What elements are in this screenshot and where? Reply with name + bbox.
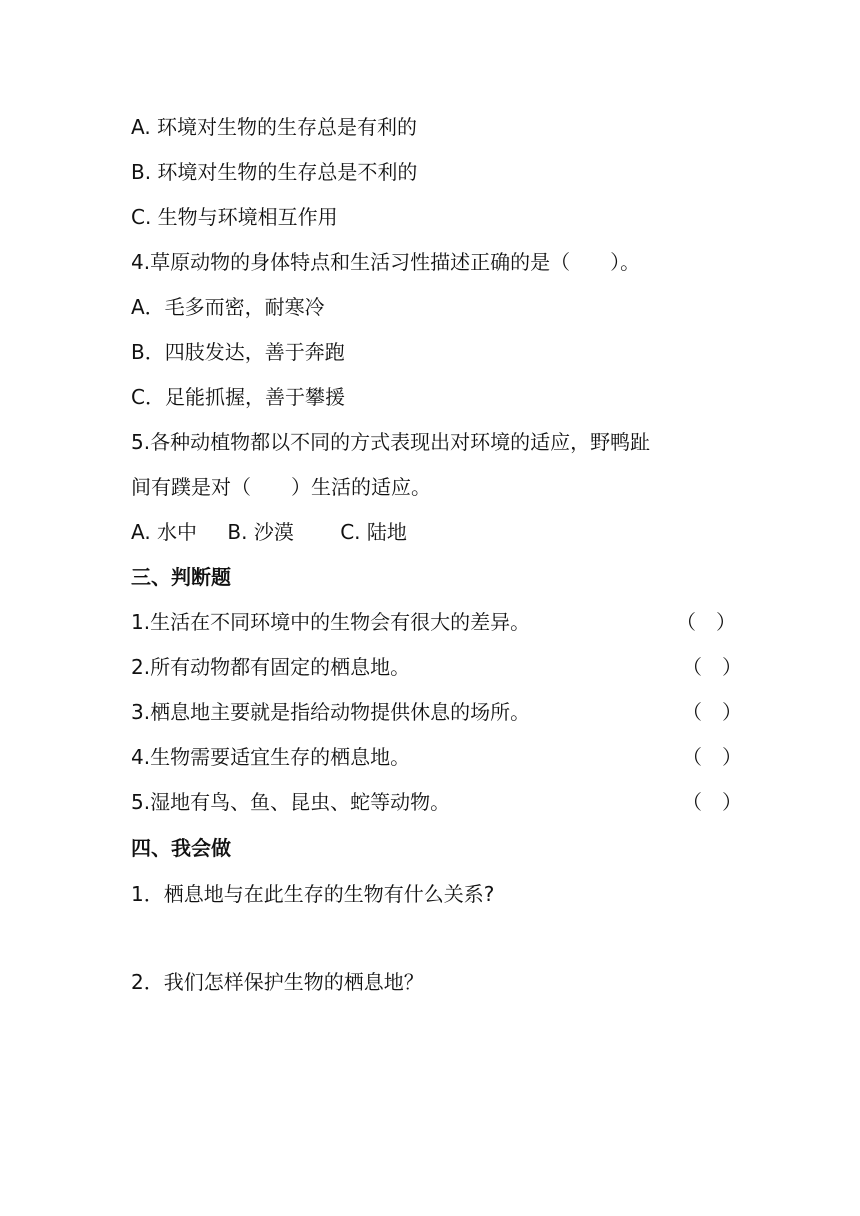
q4-option-a: A．毛多而密，耐寒冷 <box>131 295 325 319</box>
section4-question-1: 1．栖息地与在此生存的生物有什么关系? <box>131 882 495 906</box>
tf-item-2-blank[interactable]: （ ） <box>682 655 742 679</box>
tf-item-4-text: 4.生物需要适宜生存的栖息地。 <box>131 745 411 769</box>
q3-option-c: C. 生物与环境相互作用 <box>131 205 338 229</box>
tf-item-1-blank[interactable]: （ ） <box>676 610 736 634</box>
tf-item-3-blank[interactable]: （ ） <box>682 700 742 724</box>
tf-item-5-text: 5.湿地有鸟、鱼、昆虫、蛇等动物。 <box>131 790 451 814</box>
section4-heading: 四、我会做 <box>131 836 231 860</box>
q5-stem-line1: 5.各种动植物都以不同的方式表现出对环境的适应，野鸭趾 <box>131 430 651 454</box>
section3-heading: 三、判断题 <box>131 565 231 589</box>
q5-option-b: B. 沙漠 <box>227 520 294 544</box>
q4-stem: 4.草原动物的身体特点和生活习性描述正确的是（ ）。 <box>131 250 641 274</box>
q5-stem-line2: 间有蹼是对（ ）生活的适应。 <box>131 475 431 499</box>
section4-question-2: 2．我们怎样保护生物的栖息地？ <box>131 970 424 994</box>
tf-item-5-blank[interactable]: （ ） <box>682 790 742 814</box>
q5-option-a: A. 水中 <box>131 520 198 544</box>
tf-item-2-text: 2.所有动物都有固定的栖息地。 <box>131 655 411 679</box>
q3-option-a: A. 环境对生物的生存总是有利的 <box>131 115 418 139</box>
tf-item-4-blank[interactable]: （ ） <box>682 745 742 769</box>
tf-item-3-text: 3.栖息地主要就是指给动物提供休息的场所。 <box>131 700 531 724</box>
q4-option-b: B．四肢发达，善于奔跑 <box>131 340 345 364</box>
q5-option-c: C. 陆地 <box>340 520 407 544</box>
q4-option-c: C．足能抓握，善于攀援 <box>131 385 345 409</box>
q5-options <box>131 517 431 547</box>
q3-option-b: B. 环境对生物的生存总是不利的 <box>131 160 418 184</box>
tf-item-1-text: 1.生活在不同环境中的生物会有很大的差异。 <box>131 610 531 634</box>
